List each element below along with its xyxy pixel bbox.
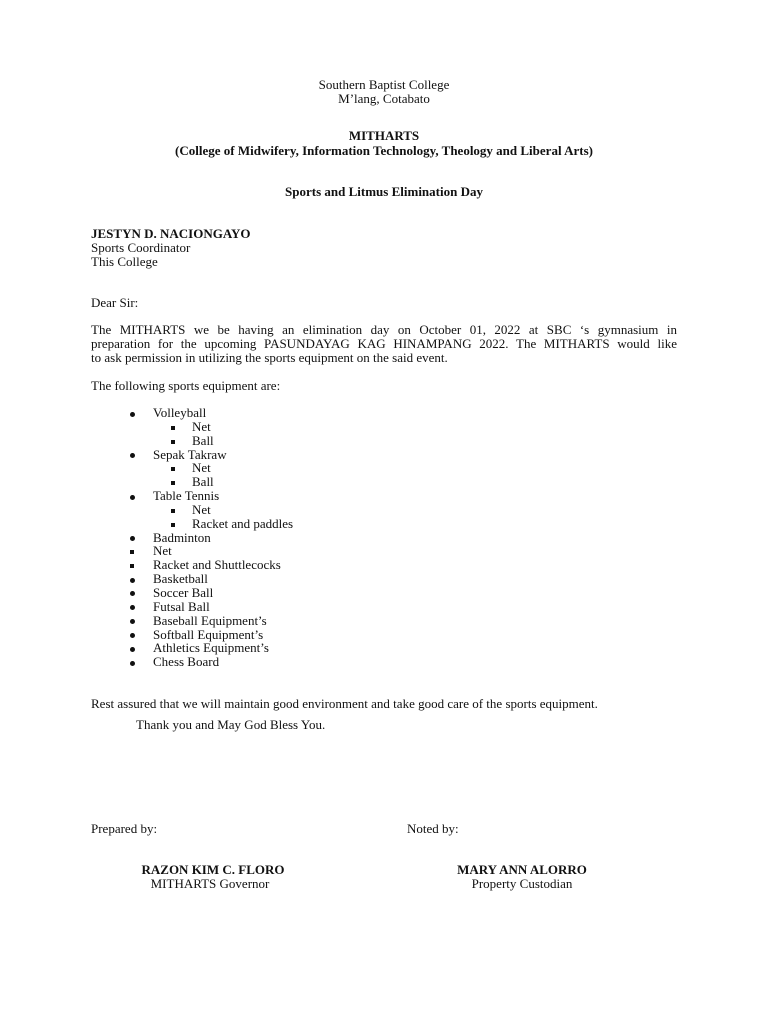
equipment-item (0, 628, 768, 642)
equipment-item (0, 531, 768, 545)
square-bullet-icon (126, 558, 138, 572)
recipient-name: JESTYN D. NACIONGAYO (91, 226, 251, 241)
round-bullet-icon (126, 641, 138, 655)
equipment-item-label: Ball (192, 474, 214, 490)
equipment-item (0, 434, 768, 448)
body-line: The MITHARTS we be having an elimination day on October 01, 2022 at SBC ‘s gymnasium in (91, 322, 677, 337)
round-bullet-icon (126, 600, 138, 614)
round-bullet-icon (126, 406, 138, 420)
round-bullet-icon (126, 448, 138, 462)
round-bullet-icon (126, 572, 138, 586)
square-bullet-icon (167, 461, 179, 475)
equipment-item (0, 600, 768, 614)
equipment-item (0, 655, 768, 669)
equipment-item-label: Athletics Equipment’s (153, 640, 269, 656)
equipment-item (0, 503, 768, 517)
square-bullet-icon (167, 434, 179, 448)
round-bullet-icon (126, 614, 138, 628)
equipment-item (0, 420, 768, 434)
equipment-item-label: Soccer Ball (153, 584, 214, 600)
equipment-item (0, 572, 768, 586)
equipment-item-label: Ball (192, 432, 214, 448)
school-name: Southern Baptist College (318, 77, 450, 92)
equipment-item-label: Net (192, 418, 211, 434)
preparer-name: RAZON KIM C. FLORO (141, 862, 285, 877)
recipient-org: This College (91, 254, 158, 269)
equipment-item (0, 489, 768, 503)
square-bullet-icon (167, 517, 179, 531)
recipient-title: Sports Coordinator (91, 240, 191, 255)
equipment-item-label: Racket and paddles (192, 515, 294, 531)
equipment-item-label: Net (192, 460, 211, 476)
preparer-title: MITHARTS Governor (150, 876, 270, 891)
noter-title: Property Custodian (471, 876, 573, 891)
equipment-item-label: Volleyball (153, 405, 207, 420)
body-line: preparation for the upcoming PASUNDAYAG KAG HINAMPANG 2022. The MITHARTS would like (91, 336, 677, 351)
equipment-item (0, 406, 768, 420)
equipment-item (0, 475, 768, 489)
equipment-item-label: Badminton (153, 529, 211, 545)
noter-name: MARY ANN ALORRO (457, 862, 587, 877)
round-bullet-icon (126, 531, 138, 545)
list-intro: The following sports equipment are: (91, 378, 281, 393)
equipment-item (0, 544, 768, 558)
equipment-item-label: Basketball (153, 571, 208, 587)
square-bullet-icon (167, 420, 179, 434)
round-bullet-icon (126, 655, 138, 669)
equipment-item (0, 448, 768, 462)
equipment-item (0, 558, 768, 572)
equipment-item (0, 517, 768, 531)
equipment-item-label: Racket and Shuttlecocks (153, 557, 281, 573)
equipment-item-label: Net (153, 543, 172, 559)
equipment-item (0, 586, 768, 600)
equipment-item (0, 614, 768, 628)
round-bullet-icon (126, 586, 138, 600)
round-bullet-icon (126, 628, 138, 642)
equipment-item-label: Table Tennis (153, 488, 220, 504)
equipment-item (0, 461, 768, 475)
equipment-list (0, 406, 768, 669)
org-acronym: MITHARTS (348, 128, 420, 143)
org-full-name: (College of Midwifery, Information Technology, Theology and Liberal Arts) (175, 143, 593, 158)
square-bullet-icon (167, 503, 179, 517)
equipment-item-label: Chess Board (153, 654, 220, 670)
noted-by-label: Noted by: (407, 821, 459, 836)
square-bullet-icon (126, 544, 138, 558)
round-bullet-icon (126, 489, 138, 503)
equipment-item-label: Net (192, 501, 211, 517)
letter-subject: Sports and Litmus Elimination Day (285, 184, 483, 199)
equipment-item-label: Sepak Takraw (153, 446, 227, 462)
equipment-item-label: Softball Equipment’s (153, 626, 264, 642)
school-location: M’lang, Cotabato (338, 91, 430, 106)
equipment-item-label: Baseball Equipment’s (153, 612, 267, 628)
prepared-by-label: Prepared by: (91, 821, 158, 836)
salutation: Dear Sir: (91, 295, 139, 310)
equipment-item-label: Futsal Ball (153, 598, 210, 614)
equipment-item (0, 641, 768, 655)
closing-statement: Rest assured that we will maintain good environment and take good care of the sports equipment. (91, 696, 598, 711)
closing-blessing: Thank you and May God Bless You. (136, 717, 326, 732)
body-paragraph (91, 323, 677, 365)
body-line: to ask permission in utilizing the sports equipment on the said event. (91, 350, 448, 365)
